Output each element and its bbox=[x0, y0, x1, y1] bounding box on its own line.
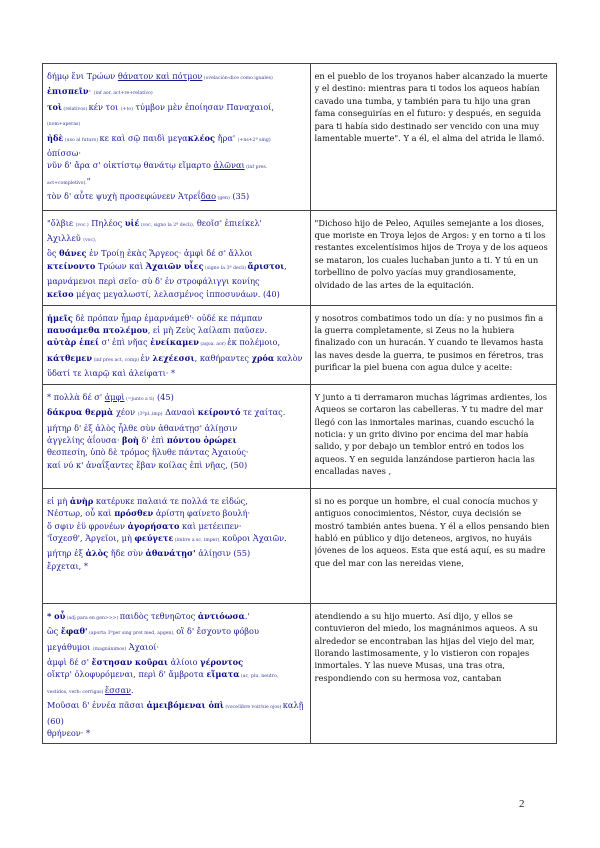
greek-line bbox=[47, 85, 306, 100]
greek-word: χρόα bbox=[251, 352, 275, 363]
greek-word: θεοῖσ' ἐπιείκελ' bbox=[194, 217, 262, 228]
greek-line bbox=[47, 324, 306, 336]
greek-line bbox=[47, 190, 306, 205]
greek-word: "ὄλβιε bbox=[47, 217, 76, 228]
greek-line bbox=[47, 507, 306, 519]
greek-line bbox=[47, 641, 306, 656]
greek-word: ἔρχεται, * bbox=[47, 560, 88, 571]
greek-word: ἄριστοι bbox=[247, 260, 285, 271]
greek-word: παιδὸς τεθνηῶτος bbox=[119, 610, 198, 621]
spanish-translation-cell bbox=[310, 210, 556, 305]
greek-word: ἥδε σὺν bbox=[108, 548, 146, 559]
greek-word: μήτηρ ἐξ bbox=[47, 548, 86, 559]
greek-word: ὕδατί τε λιαρῷ καὶ ἀλείφατι· * bbox=[47, 368, 176, 379]
greek-word: ἁλίῃσιν (55) bbox=[195, 548, 251, 559]
grammar-note: (voc, signo la 2ª decli), bbox=[139, 222, 195, 228]
grammar-note: (nom+aperas) bbox=[47, 122, 81, 128]
greek-word: . bbox=[130, 684, 134, 695]
greek-line bbox=[47, 288, 306, 300]
greek-line bbox=[47, 610, 306, 625]
greek-word: μέγας μεγαλωστί, λελασμένος ἱπποσυνάων. (40) bbox=[73, 288, 280, 299]
translation-text: en el pueblo de los troyanos haber alcanzado la muerte y el destino: mientras para ti todos los aqueos habían cavado una tumba, y también para tu hijo una gran fama conseguirías en el futuro: y después, en seguida para ti había sido destinado ser vencido con una muy lamentable muerte". Y a él, el alma del atrida le llamó. bbox=[314, 71, 548, 144]
greek-line bbox=[47, 391, 306, 406]
grammar-note: (ovelación-dice como iguales) bbox=[202, 76, 273, 81]
greek-word: ἤρα' bbox=[215, 132, 238, 143]
greek-line bbox=[47, 367, 306, 379]
translation-text: Y junto a ti derramaron muchas lágrimas ardientes, los Aqueos se cortaron las cabelleras. Y tu madre del mar llegó con las inmortales marinas, cuando escuchó la noticia: y un grito divino por encima del mar había salido, y por debajo un temblor entró en todos los aqueos. Y en seguida lanzándose partieron hacia las encalladas naves , bbox=[314, 391, 548, 477]
greek-word: , καθήραντες bbox=[194, 352, 252, 363]
greek-line bbox=[47, 422, 306, 434]
greek-word: δήμῳ ἔνι Τρώων bbox=[47, 71, 118, 81]
greek-word: Δαναοὶ bbox=[162, 407, 198, 418]
grammar-note: (inf pres. bbox=[244, 165, 268, 171]
greek-line bbox=[47, 520, 306, 532]
greek-line bbox=[47, 699, 306, 714]
greek-word: σ' ἐπὶ νῆας bbox=[99, 337, 151, 348]
table-row bbox=[43, 384, 557, 488]
greek-line bbox=[47, 532, 306, 547]
grammar-note: (voc), bbox=[83, 238, 97, 244]
greek-line bbox=[47, 560, 306, 572]
greek-word: υἱέ bbox=[124, 217, 140, 228]
spanish-translation-cell bbox=[310, 64, 556, 211]
greek-line bbox=[47, 260, 306, 275]
greek-word: Νέστωρ, οὗ καὶ bbox=[47, 508, 115, 519]
greek-word: αὐτὰρ ἐπεί bbox=[47, 337, 99, 348]
table-row bbox=[43, 64, 557, 211]
greek-line bbox=[47, 459, 306, 471]
grammar-note: (+ns+2ª sing) bbox=[237, 137, 271, 143]
grammar-note: (=junto a ti) bbox=[124, 396, 155, 402]
greek-text-cell bbox=[43, 488, 311, 603]
greek-word: τὸν δ' αὖτε ψυχὴ προσεφώνεεν Ἀτρεΐ bbox=[47, 191, 201, 202]
greek-word: ἀνὴρ bbox=[69, 495, 94, 506]
greek-word: Ἀχαιῶν υἷες bbox=[145, 260, 204, 271]
greek-word: , bbox=[284, 260, 287, 271]
greek-text-cell bbox=[43, 64, 311, 211]
greek-word: ἕσσαν bbox=[104, 684, 131, 695]
greek-word: κλέος bbox=[187, 132, 215, 143]
greek-line bbox=[47, 175, 306, 190]
greek-line bbox=[47, 159, 306, 174]
greek-word: ἀντιόωσα bbox=[197, 610, 245, 621]
greek-word: * οὗ bbox=[47, 610, 66, 621]
greek-word: ἀρίστη φαίνετο βουλή· bbox=[153, 508, 251, 519]
table-row bbox=[43, 210, 557, 305]
greek-word: μεγάθυμοι bbox=[47, 641, 93, 652]
greek-word: , εἰ μὴ Ζεὺς λαίλαπι παῦσεν. bbox=[147, 325, 268, 336]
greek-word: κέν τοι bbox=[88, 101, 121, 112]
grammar-note: (ac, plu, neutro, bbox=[239, 674, 279, 680]
greek-word: ὅ σφιν ἐϋ φρονέων bbox=[47, 520, 128, 531]
grammar-note: (magnánimos) bbox=[92, 646, 127, 652]
greek-word: φεύγετε bbox=[134, 532, 174, 543]
greek-word: * πολλὰ δέ σ' bbox=[47, 391, 105, 402]
greek-word: ἐν bbox=[140, 352, 153, 363]
greek-word: βοὴ bbox=[122, 434, 139, 445]
greek-word: ἔστησαν κοῦραι bbox=[91, 656, 168, 667]
greek-word: ἀθανάτῃσ' bbox=[145, 548, 196, 559]
greek-line bbox=[47, 147, 306, 159]
greek-word: θάνες bbox=[59, 248, 87, 259]
greek-word: ἁλίοιο bbox=[167, 656, 201, 667]
greek-word: καί νύ κ' ἀναΐξαντες ἔβαν κοίλας ἐπὶ νῆας, (50) bbox=[47, 459, 248, 470]
translation-text: atendiendo a su hijo muerto. Así dijo, y ellos se contuvieron del miedo, los magnánimos aqueos. A su alrededor se encontraban las hijas del viejo del mar, llorando lastimosamente, y lo vistieron con ropajes inmortales. Y las nueve Musas, una tras otra, respondiendo con su hermosa voz, cantaban bbox=[314, 610, 538, 683]
greek-word: ἐκ πολέμοιο, bbox=[227, 337, 281, 348]
greek-text-cell bbox=[43, 210, 311, 305]
grammar-note: vestidos, verb: cerrigas) bbox=[47, 689, 105, 695]
greek-word: δὲ πρόπαν ἦμαρ ἐμαρνάμεθ'· οὐδέ κε πάμπαν bbox=[72, 312, 263, 323]
greek-line bbox=[47, 547, 306, 559]
spanish-translation-cell bbox=[310, 603, 556, 744]
greek-word: .' bbox=[244, 610, 250, 621]
grammar-note: (3ªpl.,imp) bbox=[137, 412, 163, 418]
greek-word: νῦν δ' ἄρα σ' οἰκτίστῳ θανάτῳ εἵμαρτο bbox=[47, 160, 214, 171]
greek-word: θρήνεον· * bbox=[47, 727, 91, 738]
greek-word: ὃς bbox=[47, 248, 60, 259]
greek-word: κείροντό bbox=[197, 407, 241, 418]
greek-word: Μοῦσαι δ' ἐννέα πᾶσαι bbox=[47, 700, 147, 711]
greek-word: χέον bbox=[113, 407, 138, 418]
spanish-translation-cell bbox=[310, 488, 556, 603]
greek-word: εἰ μὴ bbox=[47, 495, 70, 506]
greek-word: οἴκτρ' ὀλοφυρόμεναι, περὶ δ' ἄμβροτα bbox=[47, 669, 207, 680]
greek-word: ἀμφὶ bbox=[104, 391, 125, 402]
greek-text-cell bbox=[43, 603, 311, 744]
grammar-note: (inf pres act, comp) bbox=[92, 357, 141, 363]
grammar-note: (+to) bbox=[120, 106, 133, 112]
greek-word: εἵματα bbox=[206, 669, 240, 680]
greek-word: Τρώων καὶ bbox=[95, 260, 146, 271]
greek-word: · bbox=[88, 86, 94, 97]
greek-word: καλῇ bbox=[282, 700, 304, 711]
greek-word: τοὶ bbox=[47, 101, 62, 112]
greek-word: ἀγγελίης ἀΐουσα· bbox=[47, 434, 123, 445]
greek-word: οἳ δ' ἔσχοντο φόβου bbox=[176, 626, 259, 637]
grammar-note: (inf aor. act+re+relativo) bbox=[93, 91, 153, 97]
greek-word: (45) bbox=[154, 391, 174, 402]
greek-word: κάτθεμεν bbox=[47, 352, 93, 363]
greek-text-cell bbox=[43, 305, 311, 384]
greek-word: ἁλὸς bbox=[85, 548, 109, 559]
greek-word: ἐπισπεῖν bbox=[47, 86, 89, 97]
bilingual-table bbox=[42, 63, 557, 744]
greek-word: ἀμφὶ δέ σ' bbox=[47, 656, 92, 667]
table-row bbox=[43, 488, 557, 603]
translation-text: y nosotros combatimos todo un día: y no pusimos fin a la guerra completamente, si Zeus no la hubiera finalizado con un huracán. Y cuando te llevamos hasta las naves desde la guerra, te pusimos en féretros, tras purificar la piel buena con agua dulce y aceite: bbox=[314, 312, 544, 373]
greek-word: κτείνοντο bbox=[47, 260, 96, 271]
spanish-translation-cell bbox=[310, 305, 556, 384]
greek-line bbox=[47, 132, 306, 147]
greek-word: ἀμειβόμεναι ὀπὶ bbox=[146, 700, 224, 711]
greek-line bbox=[47, 406, 306, 421]
greek-word: 'ἴσχεσθ', Ἀργεῖοι, μὴ bbox=[47, 532, 135, 543]
greek-word: τε χαίτας. bbox=[240, 407, 286, 418]
greek-line bbox=[47, 668, 306, 683]
greek-line bbox=[47, 434, 306, 446]
greek-word: ἡμεῖς bbox=[47, 312, 73, 323]
greek-word: δάκρυα θερμὰ bbox=[47, 407, 114, 418]
greek-word: κατέρυκε παλαιά τε πολλά τε εἰδώς, bbox=[93, 495, 248, 506]
greek-line bbox=[47, 352, 306, 367]
greek-word: μήτηρ δ' ἐξ ἁλὸς ἦλθε σὺν ἀθανάτῃσ' ἁλίῃσιν bbox=[47, 422, 238, 433]
table-row bbox=[43, 305, 557, 384]
table-row bbox=[43, 603, 557, 744]
grammar-note: (uso al futuro) bbox=[63, 137, 100, 143]
greek-line bbox=[47, 312, 306, 324]
greek-word: δαο bbox=[200, 191, 217, 202]
greek-word: κε καὶ σῷ παιδὶ μεγα bbox=[99, 132, 188, 143]
greek-word: καὶ μετέειπεν· bbox=[179, 520, 242, 531]
greek-line bbox=[47, 232, 306, 247]
greek-word: θεσπεσίη, ὑπὸ δὲ τρόμος ἤλυθε πάντας Ἀχαιούς· bbox=[47, 447, 249, 458]
greek-word: ἀγορήσατο bbox=[127, 520, 180, 531]
greek-word: ἐν Τροίῃ ἑκὰς Ἄργεος· ἀμφὶ δέ σ' ἄλλοι bbox=[86, 248, 253, 259]
greek-line bbox=[47, 275, 306, 287]
greek-line bbox=[47, 625, 306, 640]
greek-word: Ἀχιλλεῦ bbox=[47, 233, 84, 244]
spanish-translation-cell bbox=[310, 384, 556, 488]
grammar-note: (aqoa. aor) bbox=[198, 342, 228, 348]
greek-word: καλὸν bbox=[274, 352, 303, 363]
greek-line bbox=[47, 727, 306, 739]
greek-line bbox=[47, 101, 306, 116]
greek-word: τύμβον μὲν ἐποίησαν Παναχαιοί, bbox=[132, 101, 274, 112]
grammar-note: (imbre a sc, imper), bbox=[173, 537, 223, 543]
translation-text: si no es porque un hombre, el cual conocía muchos y antiguos conocimientos, Néstor, cuya decisión se mostró también antes buena. Y él a ellos pensando bien habló en público y dijo deteneos, argivos, no huyáis jóvenes de los aqueos. Esta que está aquí, es su madre que del mar con las nereidas viene, bbox=[314, 495, 550, 568]
greek-word: πόντου ὀρώρει bbox=[166, 434, 237, 445]
greek-word: γέροντος bbox=[200, 656, 244, 667]
grammar-note: (signo la 3ª decli) bbox=[203, 265, 248, 271]
grammar-note: (voce/libre voir/sie ojos) bbox=[223, 705, 283, 711]
greek-word: μαρνάμενοι περὶ σεῖο· σὺ δ' ἐν στροφάλιγγι κονίης bbox=[47, 276, 260, 287]
greek-word: (35) bbox=[229, 191, 250, 202]
greek-line bbox=[47, 336, 306, 351]
grammar-note: (voc.) bbox=[75, 222, 89, 228]
greek-word: πρόσθεν bbox=[114, 508, 154, 519]
greek-line bbox=[47, 247, 306, 259]
grammar-note: (relativos) bbox=[61, 106, 89, 112]
grammar-note: (aporta 3ªper sing pret med, apgen), bbox=[87, 631, 177, 637]
greek-word: κοῦροι Ἀχαιῶν. bbox=[222, 532, 287, 543]
greek-word: (60) bbox=[47, 715, 64, 726]
greek-line bbox=[47, 446, 306, 458]
greek-line bbox=[47, 70, 306, 85]
grammar-note: act+completivo). bbox=[47, 180, 87, 186]
greek-line bbox=[47, 217, 306, 232]
greek-word: ἐνείκαμεν bbox=[150, 337, 199, 348]
greek-word: λεχέεσσι bbox=[152, 352, 195, 363]
greek-word: ὣς bbox=[47, 626, 61, 637]
greek-line bbox=[47, 684, 306, 699]
greek-word: ὀπίσσω· bbox=[47, 148, 81, 159]
greek-word: " bbox=[86, 175, 91, 186]
grammar-note: (gen) bbox=[216, 196, 230, 202]
greek-text-cell bbox=[43, 384, 311, 488]
greek-word: ἠδὲ bbox=[47, 132, 64, 143]
greek-word: δ' ἐπὶ bbox=[138, 434, 167, 445]
greek-line bbox=[47, 116, 306, 131]
greek-word: κεῖσο bbox=[47, 288, 74, 299]
greek-line bbox=[47, 715, 306, 727]
greek-word: Πηλέος bbox=[88, 217, 125, 228]
greek-line bbox=[47, 495, 306, 507]
greek-word: ἁλῶναι bbox=[213, 160, 245, 171]
translation-text: "Dichoso hijo de Peleo, Aquiles semejante a los dioses, que moriste en Troya lejos de Argos: y en torno a ti los restantes excelentísimos hijos de Troya y de los aqueos se mataron, los cuales luchaban junto a ti. Y tú en un torbellino de polvo yacías muy grandiosamente, olvidado de las artes de la equitación. bbox=[314, 217, 548, 290]
grammar-note: (adj para en gen>>>) bbox=[65, 615, 120, 621]
page-number: 2 bbox=[519, 798, 525, 810]
greek-word: θάνατον καὶ πότμον bbox=[117, 71, 203, 81]
greek-line bbox=[47, 656, 306, 668]
greek-word: παυσάμεθα πτολέμου bbox=[47, 325, 148, 336]
greek-word: ἔφαθ' bbox=[60, 626, 88, 637]
greek-word: Ἀχαιοί· bbox=[126, 641, 160, 652]
